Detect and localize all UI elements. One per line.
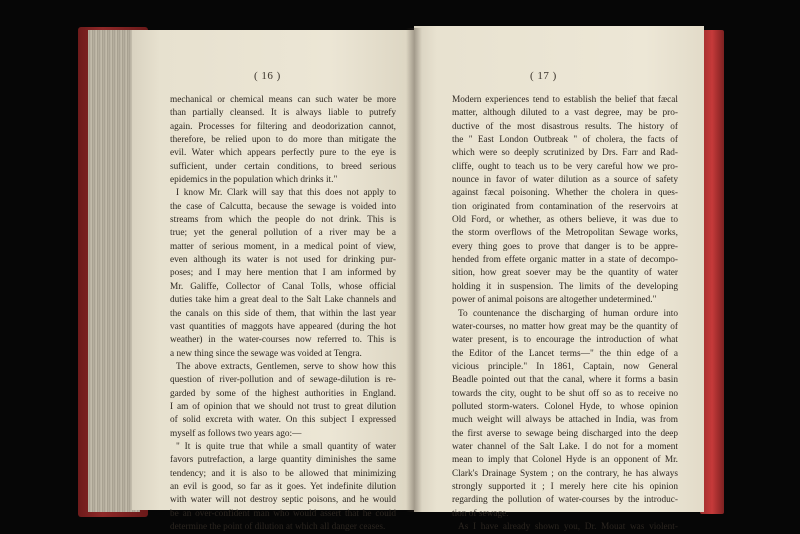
text-line: tendency; and it is also to be allowed that minimizing — [170, 468, 396, 479]
text-line: of solid excreta with water. On this subject I expressed — [170, 415, 396, 426]
text-line: the storm overflows of the Metropolitan Sewage works, — [452, 228, 678, 239]
book-gutter — [406, 28, 422, 512]
text-line: which were so deeply scrutinized by Drs. Farr and Rad- — [452, 148, 678, 159]
text-line: question of river-pollution and of sewage-dilution is re- — [170, 375, 396, 386]
text-line: holding it in suspension. The limits of the developing — [452, 281, 678, 292]
text-line: Old Ford, or whether, as others believe, it was due to — [452, 215, 678, 226]
text-line: I am of opinion that we should not trust to great dilution — [170, 401, 396, 412]
text-line: against fæcal poisoning. Whether the cholera in ques- — [452, 188, 678, 199]
text-line: The above extracts, Gentlemen, serve to show how this — [176, 361, 396, 372]
text-line: water present, is to encourage the introduction of what — [452, 335, 678, 346]
text-line: every thing goes to prove that danger is to be appre- — [452, 241, 678, 252]
text-line: tion originated from contamination of the reservoirs at — [452, 201, 678, 212]
text-line: the Editor of the Lancet terms—" the thin edge of a — [452, 348, 678, 359]
text-line: favors putrefaction, a large quantity diminishes the same — [170, 455, 396, 466]
text-line: To countenance the discharging of human ordure into — [458, 308, 678, 319]
text-line: hended from effete organic matter in a state of decompo- — [452, 255, 678, 266]
text-line: determine the point of dilution at which all danger ceases. — [170, 522, 386, 532]
text-line: the first averse to sewage being discharged into the deep — [452, 428, 678, 439]
page-number-left: ( 16 ) — [254, 70, 281, 82]
text-line: garded by some of the highest authorities in England. — [170, 388, 396, 399]
text-line: water channel of the Salt Lake. I do not for a moment — [452, 441, 678, 452]
text-line: duties take him a great deal to the Salt Lake channels and — [170, 295, 396, 306]
text-line: poses; and I may here mention that I am informed by — [170, 268, 396, 279]
text-line: sufficient, under certain conditions, to breed serious — [170, 161, 396, 172]
text-line: towards the city, ought to be shut off so as to receive no — [452, 388, 678, 399]
text-line: the case of Calcutta, because the sewage is voided into — [170, 201, 396, 212]
text-line: strongly supported it ; I merely here cite his opinion — [452, 481, 678, 492]
text-line: matter, although diluted to a vast degree, may be pro- — [452, 108, 678, 119]
text-line: As I have already shown you, Dr. Mouat was violent- — [458, 522, 678, 532]
text-line: tion of sewage. — [452, 508, 509, 519]
text-line: polluted storm-waters. Colonel Hyde, to whose opinion — [452, 401, 678, 412]
text-line: regarding the pollution of water-courses by the introduc- — [452, 495, 678, 506]
text-line: true; yet the general pollution of a river may be a — [170, 228, 396, 239]
text-line: than partially cleansed. It is always liable to putrefy — [170, 108, 396, 119]
text-line: an evil is good, so far as it goes. Yet indefinite dilution — [170, 481, 396, 492]
text-line: matter of serious moment, in a medical point of view, — [170, 241, 396, 252]
text-line: mean to imply that Colonel Hyde is an opponent of Mr. — [452, 455, 678, 466]
text-line: water-courses, no matter how great may be the quantity of — [452, 321, 678, 332]
text-line: cliffe, ought to teach us to be very careful how we pro- — [452, 161, 678, 172]
text-line: Clark's Drainage System ; on the contrary, he has always — [452, 468, 678, 479]
text-line: much weight will always be attached in India, was from — [452, 415, 678, 426]
right-page-text — [452, 94, 678, 534]
text-line: sition, how great soever may be the quantity of water — [452, 268, 678, 279]
text-line: evil. Water which appears perfectly pure to the eye is — [170, 148, 396, 159]
text-line: mechanical or chemical means can such water be more — [170, 95, 396, 105]
text-line: the canals on this side of them, that within the last year — [170, 308, 396, 319]
text-line: I know Mr. Clark will say that this does not apply to — [176, 188, 396, 199]
text-line: with water will not destroy septic poisons, and he would — [170, 495, 396, 506]
text-line: Modern experiences tend to establish the belief that fæcal — [452, 95, 678, 105]
text-line: be an over-confident man who would assert that he could — [170, 508, 396, 519]
text-line: ductive of the most disastrous results. The history of — [452, 121, 678, 132]
text-line: streams from which the people do not drink. This is — [170, 215, 396, 226]
text-line: nounce in favor of water dilution as a source of safety — [452, 175, 678, 186]
text-line: myself as follows two years ago:— — [170, 428, 302, 439]
text-line: again. Processes for filtering and deodorization cannot, — [170, 121, 396, 132]
text-line: weather) in the water-courses now referred to. This is — [170, 335, 396, 346]
page-number-right: ( 17 ) — [530, 70, 557, 82]
text-line: the " East London Outbreak " of cholera, the facts of — [452, 135, 678, 146]
text-line: vicious principle." In 1861, Captain, now General — [452, 361, 678, 372]
text-line: therefore, be relied upon to do more than mitigate the — [170, 135, 396, 146]
text-line: power of animal poisons are altogether undetermined." — [452, 295, 657, 306]
left-page-text — [170, 94, 396, 534]
text-line: " It is quite true that while a small quantity of water — [176, 441, 396, 452]
text-line: epidemics in the population which drinks it." — [170, 175, 338, 186]
text-line: a new thing since the sewage was voided at Tengra. — [170, 348, 362, 359]
text-line: even although its water is not used for drinking pur- — [170, 255, 396, 266]
text-line: Beadle pointed out that the canal, where it forms a basin — [452, 375, 678, 386]
text-line: Mr. Galiffe, Collector of Canal Tolls, whose official — [170, 281, 396, 292]
text-line: vast quantities of maggots have appeared (during the hot — [170, 321, 396, 332]
